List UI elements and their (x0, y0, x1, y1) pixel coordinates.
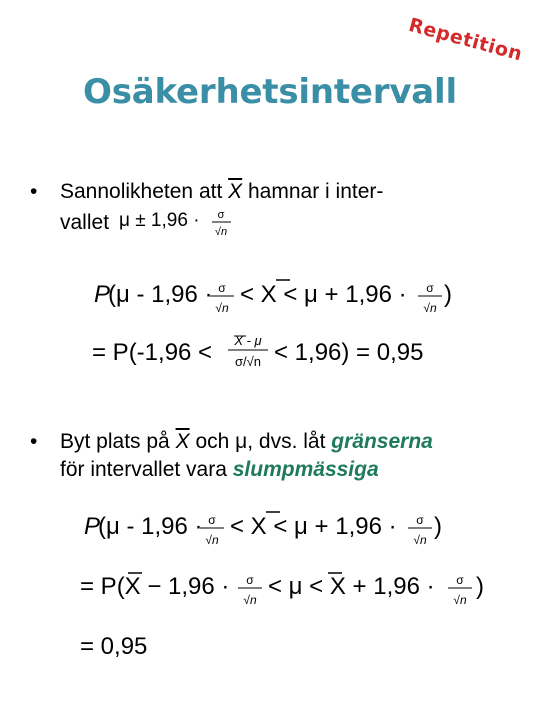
svg-text:√n: √n (243, 593, 257, 607)
svg-text:(μ - 1,96 ·: (μ - 1,96 · (108, 281, 213, 308)
svg-text:= P(-1,96 <: = P(-1,96 < (92, 339, 213, 366)
bullet-dot: • (30, 430, 38, 453)
emphasis-granserna: gränserna (331, 430, 433, 453)
svg-text:σ: σ (217, 209, 225, 221)
svg-text:√n: √n (214, 226, 227, 238)
svg-text:P: P (94, 281, 111, 308)
svg-text:√n: √n (423, 301, 437, 315)
interval-formula (119, 206, 249, 238)
svg-text:σ: σ (246, 573, 254, 587)
svg-text:√n: √n (215, 301, 229, 315)
svg-text:X - μ: X - μ (234, 333, 262, 348)
svg-text:< X < μ + 1,96 ·: < X < μ + 1,96 · (240, 281, 407, 308)
svg-text:): ) (434, 513, 442, 540)
page-title: Osäkerhetsintervall (83, 72, 457, 112)
svg-text:< 1,96) = 0,95: < 1,96) = 0,95 (274, 339, 424, 366)
svg-text:< X < μ + 1,96 ·: < X < μ + 1,96 · (230, 513, 397, 540)
svg-text:√n: √n (205, 533, 219, 547)
svg-text:= P(X − 1,96 ·: = P(X − 1,96 · (80, 573, 230, 600)
svg-text:σ: σ (426, 281, 434, 295)
svg-text:σ: σ (208, 513, 216, 527)
bullet-dot: • (30, 180, 38, 203)
svg-text:(μ - 1,96 ·: (μ - 1,96 · (98, 513, 203, 540)
emphasis-slumpmassiga: slumpmässiga (232, 458, 379, 481)
svg-text:σ: σ (416, 513, 424, 527)
svg-text:): ) (476, 573, 484, 600)
svg-text:σ: σ (456, 573, 464, 587)
svg-text:< μ < X + 1,96 ·: < μ < X + 1,96 · (268, 573, 435, 600)
svg-text:= 0,95: = 0,95 (80, 633, 148, 660)
x-bar: $\overline{X}$ (228, 180, 243, 203)
svg-text:√n: √n (413, 533, 427, 547)
svg-text:): ) (444, 281, 452, 308)
repetition-stamp: Repetition (406, 14, 525, 66)
x-bar: $\overline{X}$ (175, 430, 190, 453)
formula-block-1 (88, 268, 468, 380)
svg-text:√n: √n (453, 593, 467, 607)
formula-block-2 (78, 500, 498, 670)
svg-text:P: P (84, 513, 101, 540)
svg-text:σ: σ (218, 281, 226, 295)
svg-text:σ/√n: σ/√n (235, 354, 261, 369)
bullet-2-text: Byt plats på $\overline{X}$ och μ, dvs. låt gränserna för intervallet vara slumpmässiga (60, 430, 433, 481)
bullet-1-text: Sannolikheten att $\overline{X}$ hamnar i inter- vallet μ ± 1,96 · σ √n (60, 180, 384, 238)
svg-text:μ ± 1,96 ·: μ ± 1,96 · (118, 210, 200, 231)
